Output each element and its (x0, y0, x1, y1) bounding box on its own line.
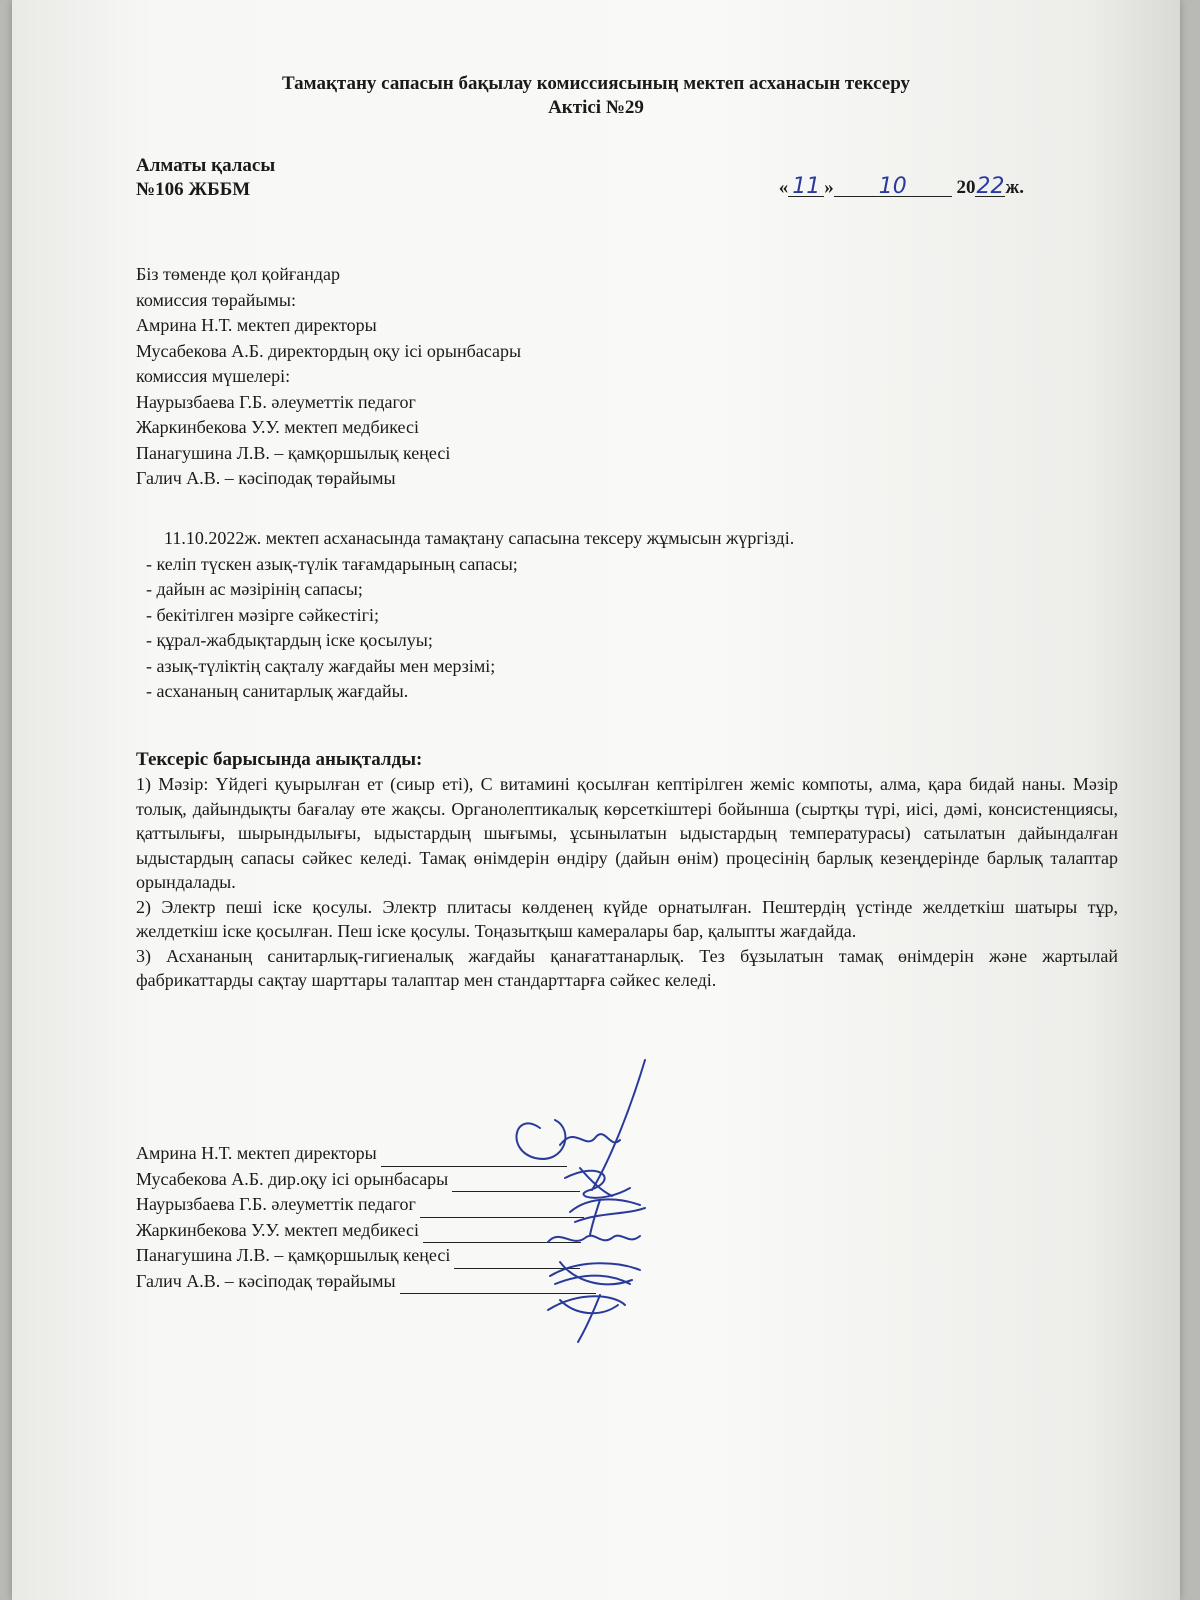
member-2: Жаркинбекова У.У. мектеп медбикесі (136, 417, 419, 437)
document-page (12, 0, 1180, 1600)
signature-label: Жаркинбекова У.У. мектеп медбикесі (136, 1219, 419, 1240)
date-close-quote: » (824, 177, 834, 198)
signature-row (136, 1141, 596, 1167)
date-day: 11 (788, 178, 824, 197)
title-line-2: Актісі №29 (548, 97, 644, 118)
member-1: Наурызбаева Г.Б. әлеуметтік педагог (136, 391, 416, 412)
chair-label: комиссия төрайымы: (136, 289, 296, 310)
inspection-item: - азық-түліктің сақталу жағдайы мен мерзімі; (146, 655, 496, 676)
findings-paragraph-1: 1) Мәзір: Үйдегі қуырылған ет (сиыр еті), С витамині қосылған кептірілген жеміс компоты, алма, қара бидай наны. Мәзір толық, дайындықты бағалау өте жақсы. Органолептикалық көрсеткіштері бойынша (сыртқы түрі, иісі, дәмі, консистенциясы, қаттылығы, шырындылығы, ыдыстардың шығымы, ұсынылатын ыдыстардың температурасы) сатылатын дайындалған ыдыстардың сапасы сәйкес келеді. Тамақ өнімдерін өндіру (дайын өнім) процесінің барлық кезеңдерінде барлық талаптар орындалады. (136, 774, 1118, 892)
inspection-item: - асхананың санитарлық жағдайы. (146, 681, 409, 701)
date-year-suffix: 22 (976, 174, 1005, 199)
signature-row (136, 1218, 596, 1244)
signature-block (136, 1141, 596, 1294)
signers-list (136, 262, 521, 492)
signature-label: Наурызбаева Г.Б. әлеуметтік педагог (136, 1194, 416, 1214)
signature-row (136, 1243, 596, 1269)
inspection-item: - бекітілген мәзірге сәйкестігі; (146, 604, 379, 625)
place-block (136, 154, 275, 202)
signers-intro: Біз төменде қол қойғандар (136, 264, 340, 284)
date-suffix: ж. (1005, 177, 1024, 198)
inspection-item: - құрал-жабдықтардың іске қосылуы; (146, 630, 433, 650)
signature-line (420, 1199, 584, 1218)
signature-line (400, 1275, 596, 1294)
inspection-lead: 11.10.2022ж. мектеп асханасында тамақтану сапасына тексеру жұмысын жүргізді. (164, 528, 795, 548)
inspection-item: - дайын ас мәзірінің сапасы; (146, 579, 363, 599)
school-label: №106 ЖББМ (136, 179, 251, 200)
city-label: Алматы қаласы (136, 155, 276, 176)
signature-row (136, 1269, 596, 1295)
inspection-block (136, 526, 1116, 705)
findings-paragraph-2: 2) Электр пеші іске қосулы. Электр плитасы көлденең күйде орнатылған. Пештердің үстінде желдеткіш шатыры тұр, желдеткіш іске қосылған. Пеш іске қосулы. Тоңазытқыш камералары бар, қалыпты жағдайда. (136, 896, 1118, 941)
date-block (779, 176, 1024, 200)
date-year-prefix: 20 (956, 177, 976, 198)
signature-label: Амрина Н.Т. мектеп директоры (136, 1143, 377, 1163)
signature-row (136, 1167, 596, 1193)
signature-label: Мусабекова А.Б. дир.оқу ісі орынбасары (136, 1168, 449, 1189)
date-open-quote: « (778, 177, 789, 198)
member-3: Панагушина Л.В. – қамқоршылық кеңесі (136, 442, 451, 463)
members-label: комиссия мүшелері: (136, 366, 291, 386)
findings-paragraph-3: 3) Асхананың санитарлық-гигиеналық жағдайы қанағаттанарлық. Тез бұзылатын тамақ өнімдерін және жартылай фабрикаттарды сақтау шарттары талаптар мен стандарттарға сәйкес келеді. (136, 945, 1118, 990)
title-line-1: Тамақтану сапасын бақылау комиссиясының мектеп асханасын тексеру (281, 73, 911, 94)
signature-line (423, 1224, 581, 1243)
chair-1: Амрина Н.Т. мектеп директоры (136, 315, 377, 335)
findings-block (136, 748, 1118, 993)
findings-heading: Тексеріс барысында анықталды: (136, 749, 423, 770)
signature-row (136, 1192, 596, 1218)
signature-label: Панагушина Л.В. – қамқоршылық кеңесі (136, 1245, 451, 1265)
signature-line (452, 1173, 580, 1192)
signature-label: Галич А.В. – кәсіподақ төрайымы (136, 1270, 396, 1291)
signature-line (381, 1148, 567, 1167)
chair-2: Мусабекова А.Б. директордың оқу ісі орынбасары (136, 340, 522, 361)
signature-line (454, 1250, 580, 1269)
date-month: 10 (834, 178, 952, 197)
member-4: Галич А.В. – кәсіподақ төрайымы (136, 468, 396, 488)
inspection-item: - келіп түскен азық-түлік тағамдарының сапасы; (146, 553, 518, 574)
document-title (12, 72, 1180, 120)
